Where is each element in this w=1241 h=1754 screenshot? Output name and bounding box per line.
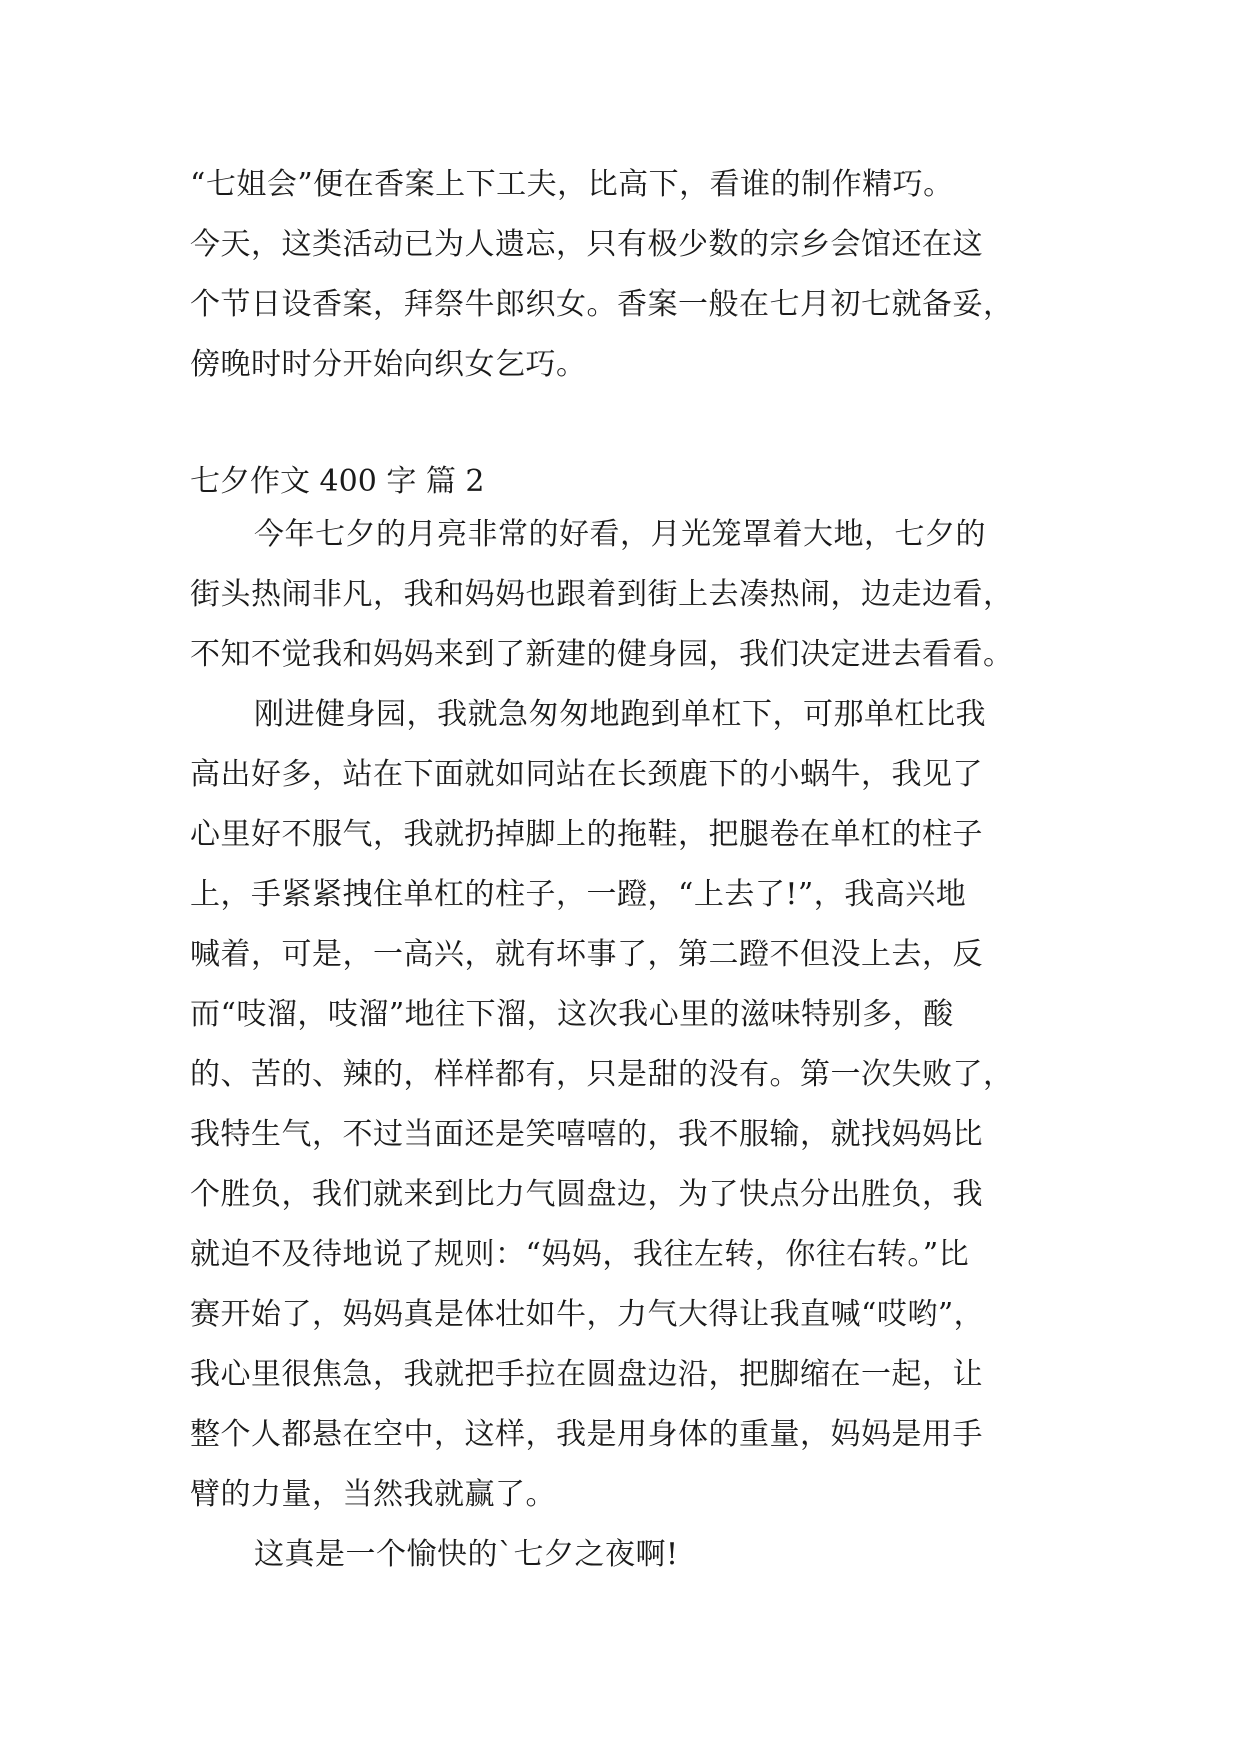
text-line: 今年七夕的月亮非常的好看，月光笼罩着大地，七夕的 bbox=[254, 517, 986, 552]
text-line: 不知不觉我和妈妈来到了新建的健身园，我们决定进去看看。 bbox=[190, 637, 1014, 672]
text-line: “七姐会”便在香案上下工夫，比高下，看谁的制作精巧。 bbox=[190, 167, 954, 202]
text-line: 整个人都悬在空中，这样，我是用身体的重量，妈妈是用手 bbox=[190, 1417, 983, 1452]
text-line: 心里好不服气，我就扔掉脚上的拖鞋，把腿卷在单杠的柱子 bbox=[190, 817, 983, 852]
text-line: 个胜负，我们就来到比力气圆盘边，为了快点分出胜负，我 bbox=[190, 1177, 983, 1212]
section-heading-container bbox=[190, 457, 1070, 507]
text-line: 赛开始了，妈妈真是体壮如牛，力气大得让我直喊“哎哟”， bbox=[190, 1297, 985, 1332]
paragraph-2 bbox=[190, 685, 1070, 1525]
essay-body bbox=[190, 505, 1070, 1585]
paragraph-3 bbox=[190, 1525, 1070, 1585]
text-line: 臂的力量，当然我就赢了。 bbox=[190, 1477, 556, 1512]
text-line: 而“吱溜，吱溜”地往下溜，这次我心里的滋味特别多，酸 bbox=[190, 997, 954, 1032]
text-line: 高出好多，站在下面就如同站在长颈鹿下的小蜗牛，我见了 bbox=[190, 757, 983, 792]
text-line: 就迫不及待地说了规则：“妈妈，我往左转，你往右转。”比 bbox=[190, 1237, 970, 1272]
intro-paragraph bbox=[190, 155, 1070, 395]
text-line: 喊着，可是，一高兴，就有坏事了，第二蹬不但没上去，反 bbox=[190, 937, 983, 972]
text-line: 刚进健身园，我就急匆匆地跑到单杠下，可那单杠比我 bbox=[254, 697, 986, 732]
text-line: 街头热闹非凡，我和妈妈也跟着到街上去凑热闹，边走边看， bbox=[190, 577, 1014, 612]
text-line: 今天，这类活动已为人遗忘，只有极少数的宗乡会馆还在这 bbox=[190, 227, 983, 262]
text-line: 个节日设香案，拜祭牛郎织女。香案一般在七月初七就备妥， bbox=[190, 287, 1014, 322]
paragraph-1 bbox=[190, 505, 1070, 685]
section-heading: 七夕作文 400 字 篇 2 bbox=[190, 464, 485, 499]
text-line: 我特生气，不过当面还是笑嘻嘻的，我不服输，就找妈妈比 bbox=[190, 1117, 983, 1152]
text-line: 上，手紧紧拽住单杠的柱子，一蹬，“上去了!”，我高兴地 bbox=[190, 877, 967, 912]
text-line: 这真是一个愉快的`七夕之夜啊! bbox=[254, 1537, 679, 1572]
text-line: 的、苦的、辣的，样样都有，只是甜的没有。第一次失败了， bbox=[190, 1057, 1014, 1092]
text-line: 我心里很焦急，我就把手拉在圆盘边沿，把脚缩在一起，让 bbox=[190, 1357, 983, 1392]
text-line: 傍晚时时分开始向织女乞巧。 bbox=[190, 347, 587, 382]
